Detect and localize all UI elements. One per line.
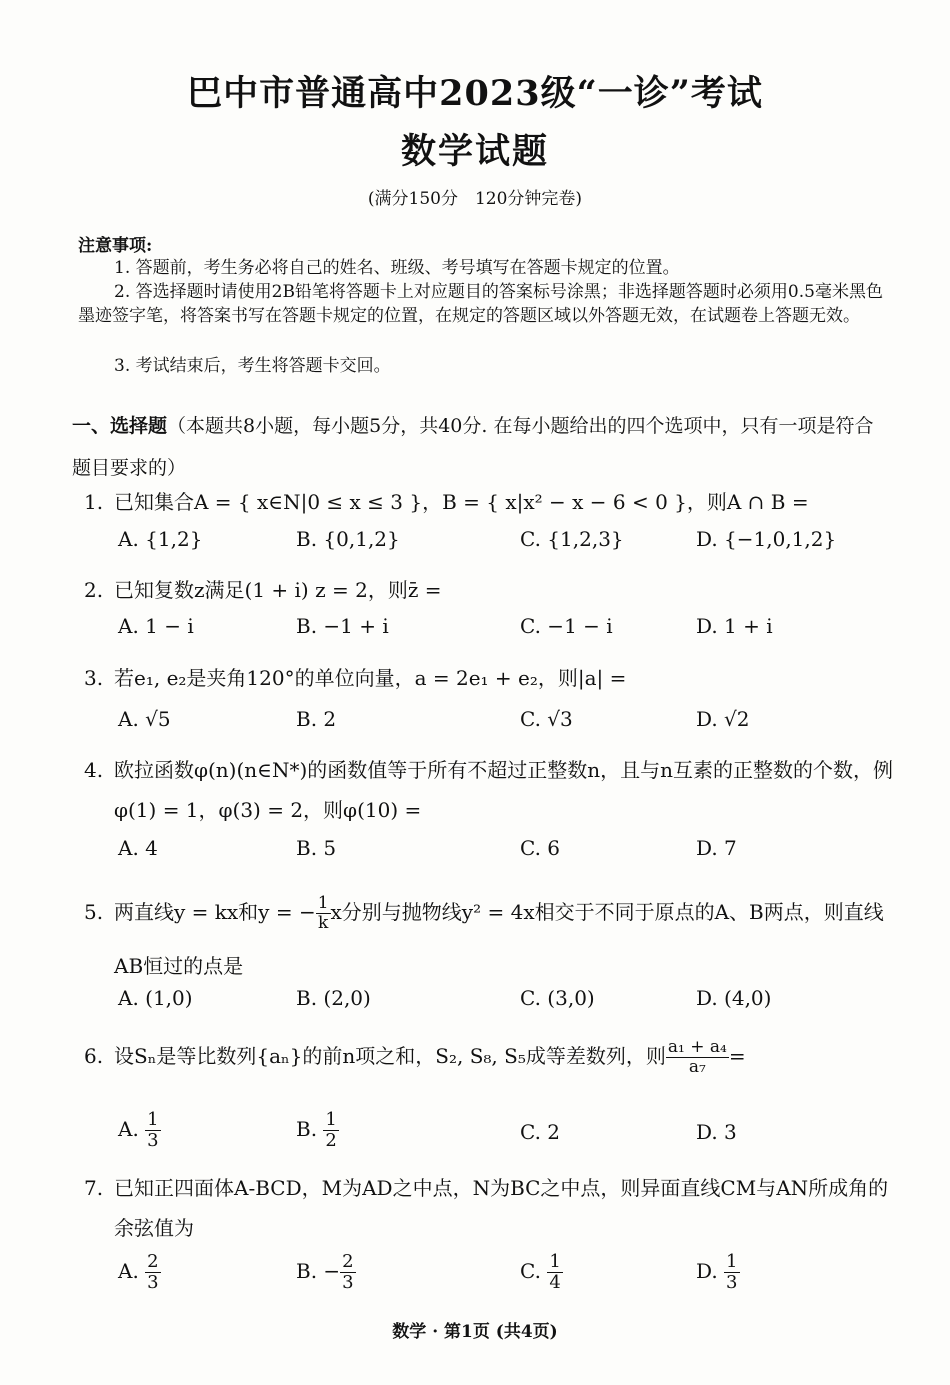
- question-7: 7. 已知正四面体A-BCD，M为AD之中点，N为BC之中点，则异面直线CM与AN所成角的余弦值为: [84, 1176, 889, 1240]
- option-c[interactable]: C. 6: [520, 836, 561, 860]
- option-b[interactable]: B. 5: [296, 836, 337, 860]
- options-2: [118, 614, 898, 654]
- option-d[interactable]: D. √2: [696, 707, 750, 731]
- option-a[interactable]: A. $\frac{1}{3}$: [118, 1109, 159, 1151]
- option-d[interactable]: D. 7: [696, 836, 737, 860]
- page-footer: 数学 · 第1页 (共4页): [392, 1322, 558, 1342]
- section-heading: [72, 405, 892, 489]
- options-5: [118, 986, 898, 1026]
- options-7: [118, 1252, 898, 1302]
- fraction: $\frac{\text{a₁ + a₄}}{\text{a₇}}$: [667, 1037, 727, 1077]
- option-b[interactable]: B. −1 + i: [296, 614, 389, 638]
- option-d[interactable]: D. 3: [696, 1120, 737, 1144]
- section-desc: （本题共8小题，每小题5分，共40分. 在每小题给出的四个选项中，只有一项是符合题目要求的）: [72, 415, 874, 479]
- notice-item-2: 2. 答选择题时请使用2B铅笔将答题卡上对应题目的答案标号涂黑；非选择题答题时必须用0.5毫米黑色墨迹签字笔，将答案书写在答题卡规定的位置，在规定的答题区域以外答题无效，在试题卷上答题无效。: [78, 282, 883, 326]
- question-stem: 已知正四面体A-BCD，M为AD之中点，N为BC之中点，则异面直线CM与AN所成角的余弦值为: [114, 1176, 889, 1240]
- option-a[interactable]: A. (1,0): [118, 986, 193, 1010]
- question-4: 4. 欧拉函数φ(n)(n∈N*)的函数值等于所有不超过正整数n，且与n互素的正整数的个数，例φ(1) = 1，φ(3) = 2，则φ(10) =: [84, 758, 894, 822]
- question-5: 5. 两直线y = kx和y = − $\frac{1}{k}$ x分别与抛物线y² = 4x相交于不同于原点的A、B两点，则直线AB恒过的点是: [84, 893, 884, 978]
- notice-item-3: 3. 考试结束后，考生将答题卡交回。: [114, 356, 391, 376]
- option-a[interactable]: A. 1 − i: [118, 614, 194, 638]
- option-d[interactable]: D. (4,0): [696, 986, 772, 1010]
- exam-title: 巴中市普通高中2023级“一诊”考试: [187, 73, 763, 114]
- option-c[interactable]: C. (3,0): [520, 986, 595, 1010]
- option-b[interactable]: B. {0,1,2}: [296, 527, 400, 551]
- option-c[interactable]: C. {1,2,3}: [520, 527, 624, 551]
- option-b[interactable]: B. − $\frac{2}{3}$: [296, 1251, 354, 1293]
- option-c[interactable]: C. √3: [520, 707, 573, 731]
- option-b[interactable]: B. 2: [296, 707, 337, 731]
- question-6: 6. 设Sₙ是等比数列{aₙ}的前n项之和，S₂, S₈, S₅成等差数列，则 $\frac{\text{a₁ + a₄}}{\text{a₇}}$ =: [84, 1037, 746, 1077]
- options-6: [118, 1110, 898, 1160]
- options-4: [118, 836, 898, 876]
- options-3: [118, 707, 898, 747]
- option-b[interactable]: B. (2,0): [296, 986, 371, 1010]
- options-1: [118, 527, 898, 567]
- question-stem: 欧拉函数φ(n)(n∈N*)的函数值等于所有不超过正整数n，且与n互素的正整数的个数，例φ(1) = 1，φ(3) = 2，则φ(10) =: [114, 758, 894, 822]
- question-2: 2. 已知复数z满足(1 + i) z = 2，则z̄ =: [84, 578, 442, 602]
- exam-subtitle: (满分150分 120分钟完卷): [367, 189, 583, 209]
- option-a[interactable]: A. 4: [118, 836, 158, 860]
- question-stem: 已知集合A = { x∈N|0 ≤ x ≤ 3 }，B = { x|x² − x − 6 < 0 }，则A ∩ B =: [114, 490, 809, 514]
- option-d[interactable]: D. $\frac{1}{3}$: [696, 1251, 738, 1293]
- option-a[interactable]: A. √5: [118, 707, 171, 731]
- option-c[interactable]: C. −1 − i: [520, 614, 613, 638]
- subject-title: 数学试题: [400, 131, 549, 172]
- question-3: 3. 若e₁, e₂是夹角120°的单位向量，a = 2e₁ + e₂，则|a| =: [84, 666, 627, 690]
- option-a[interactable]: A. $\frac{2}{3}$: [118, 1251, 159, 1293]
- question-stem: 若e₁, e₂是夹角120°的单位向量，a = 2e₁ + e₂，则|a| =: [114, 666, 627, 690]
- option-c[interactable]: C. $\frac{1}{4}$: [520, 1251, 561, 1293]
- section-label: 一、选择题: [72, 415, 168, 437]
- option-d[interactable]: D. 1 + i: [696, 614, 773, 638]
- fraction: $\frac{1}{k}$: [317, 893, 329, 933]
- option-d[interactable]: D. {−1,0,1,2}: [696, 527, 837, 551]
- option-a[interactable]: A. {1,2}: [118, 527, 203, 551]
- option-b[interactable]: B. $\frac{1}{2}$: [296, 1109, 337, 1151]
- notice-heading: 注意事项:: [78, 236, 153, 256]
- question-stem: 已知复数z满足(1 + i) z = 2，则z̄ =: [114, 578, 442, 602]
- question-1: 1. 已知集合A = { x∈N|0 ≤ x ≤ 3 }，B = { x|x² − x − 6 < 0 }，则A ∩ B =: [84, 490, 809, 514]
- option-c[interactable]: C. 2: [520, 1120, 561, 1144]
- notice-item-1: 1. 答题前，考生务必将自己的姓名、班级、考号填写在答题卡规定的位置。: [114, 258, 680, 278]
